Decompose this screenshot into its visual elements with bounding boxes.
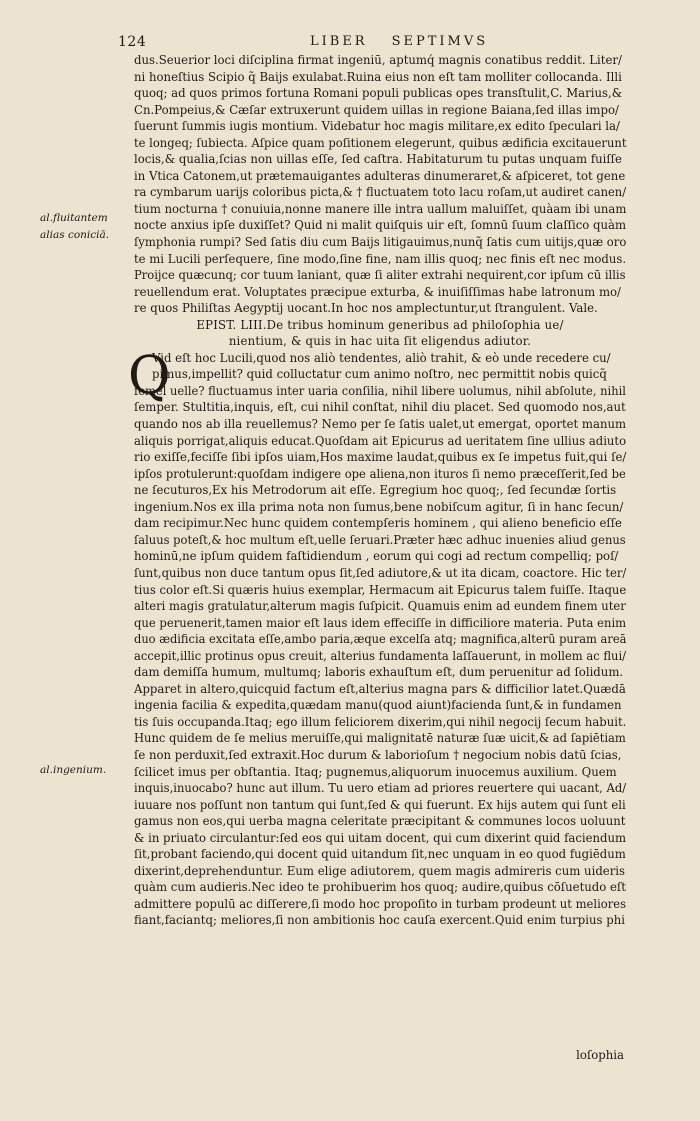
catchword: loſophia bbox=[576, 1048, 624, 1062]
text-line: duo ædificia excitata eſſe,ambo paria,æque excelſa atq; magnifica,alterū puram areā bbox=[134, 632, 627, 647]
text-line: dus.Seuerior loci diſciplina firmat ingeniū, aptumq́ magnis conatibus reddit. Liter/ bbox=[134, 53, 622, 67]
text-line: ſit,probant faciendo,qui docent quid uitandum ſit,nec unquam in eo quod fugiēdum bbox=[134, 847, 626, 862]
text-line: & in priuato circulantur:ſed eos qui uitam docent, qui cum dixerint quid faciendum bbox=[134, 830, 627, 845]
text-line: locis,& qualia,ſcias non uillas eſſe, ſed caſtra. Habitaturum tu putas unquam fuiſſe bbox=[134, 152, 622, 167]
text-line: pimus,impellit? quid colluctatur cum animo noſtro, nec permittit nobis quicq̃ bbox=[152, 367, 607, 382]
text-line bbox=[134, 946, 626, 963]
text-line: ſaluus poteſt,& hoc multum eſt,uelle ſeruari.Præter hæc adhuc inuenies aliud genus bbox=[134, 532, 626, 547]
text-line bbox=[134, 962, 626, 979]
text-line: te longeq; ſubiecta. Aſpice quam poſitionem elegerunt, quibus ædificia excitauerunt bbox=[134, 135, 627, 150]
text-line: in Vtica Catonem,ut prætemauigantes adulteras dinumeraret,& aſpiceret, tot gene bbox=[134, 168, 626, 183]
text-line: re quos Philiſtas Aegyptij uocant.In hoc nos amplectuntur,ut ſtrangulent. Vale. bbox=[134, 301, 598, 316]
text-line: reuellendum erat. Voluptates præcipue exturba, & inuiſiſſimas habe latronum mo/ bbox=[134, 284, 621, 299]
text-line: gamus non eos,qui uerba magna celeritate præcipitant & communes locos uoluunt bbox=[134, 814, 626, 829]
text-line: ſe non perduxit,ſed extraxit.Hoc durum & laborioſum † negocium nobis datū ſcias, bbox=[134, 747, 622, 762]
text-line: te mi Lucili perſequere, ſine modo,ſine fine, nam illis quoq; nec finis eſt nec modus. bbox=[134, 251, 627, 266]
text-line: Hunc quidem de ſe melius meruiſſe,qui malignitatē naturæ ſuæ uicit,& ad ſapiētiam bbox=[134, 731, 626, 746]
text-line bbox=[134, 929, 626, 946]
text-line: ſcilicet imus per obſtantia. Itaq; pugnemus,aliquorum inuocemus auxilium. Quem bbox=[134, 764, 617, 779]
epistle-heading: EPIST. LIII.De tribus hominum generibus ad philoſophia ue/ bbox=[196, 317, 564, 332]
text-line: tis ſuis occupanda.Itaq; ego illum feliciorem dixerim,qui nihil negocij ſecum habuit. bbox=[134, 714, 627, 729]
text-line: ingenia facilia & expedita,quædam manu(quod aiunt)facienda ſunt,& in fundamen bbox=[134, 698, 622, 713]
text-line: ſemel uelle? fluctuamus inter uaria conſilia, nihil libere uolumus, nihil abſolute, nihil bbox=[134, 383, 626, 398]
running-title-right: SEPTIMVS bbox=[391, 34, 489, 49]
page-number: 124 bbox=[118, 34, 147, 50]
text-line: Cn.Pompeius,& Cæſar extruxerunt quidem uillas in regione Baiana,ſed illas impo/ bbox=[134, 102, 619, 117]
text-line: inquis,inuocabo? hunc aut illum. Tu uero etiam ad priores reuertere qui uacant, Ad/ bbox=[134, 781, 627, 796]
text-line: dixerint,deprehenduntur. Eum elige adiutorem, quem magis admireris cum uideris bbox=[134, 863, 626, 878]
text-line: que peruenerit,tamen maior eſt laus idem effeciſſe in difficiliore materia. Puta enim bbox=[134, 615, 627, 630]
text-line: rio exiſſe,feciſſe ſibi ipſos uiam,Hos maxime laudat,quibus ex ſe impetus fuit,qui ſe/ bbox=[134, 450, 627, 465]
margin-note: al.ingenium. bbox=[40, 764, 107, 776]
drop-cap: Q bbox=[128, 345, 171, 406]
text-line: admittere populū ac diſſerere,ſi modo hoc propoſito in turbam prodeunt ut meliores bbox=[134, 896, 627, 911]
text-line: tium nocturna † conuiuia,nonne manere ille intra uallum maluiſſet, quàam ibi unam bbox=[134, 201, 627, 216]
text-line: alteri magis gratulatur,alterum magis ſuſpicit. Quamuis enim ad eundem finem uter bbox=[134, 599, 626, 614]
text-line: ipſos protulerunt:quoſdam indigere ope aliena,non ituros ſi nemo præceſſerit,ſed be bbox=[134, 466, 626, 481]
text-line: ra cymbarum uarijs coloribus picta,& † fluctuatem toto lacu roſam,ut audiret canen/ bbox=[134, 185, 627, 200]
text-line: ingenium.Nos ex illa prima nota non ſumus,bene nobiſcum agitur, ſi in hanc ſecun/ bbox=[134, 499, 624, 514]
text-line: dam recipimur.Nec hunc quidem contempſeris hominem , qui alieno beneficio eſſe bbox=[134, 516, 622, 531]
text-line: quàm cum audieris.Nec ideo te prohibuerim hos quoq; audire,quibus cōſuetudo eſt bbox=[134, 880, 626, 895]
text-line: fiant,faciantq; meliores,ſi non ambitionis hoc cauſa exercent.Quid enim turpius phi bbox=[134, 913, 625, 928]
text-line: iuuare nos poſſunt non tantum qui ſunt,ſed & qui fuerunt. Ex hijs autem qui ſunt eli bbox=[134, 797, 626, 812]
text-line: dam demiſſa humum, multumq; laboris exhauſtum eſt, dum peruenitur ad ſolidum. bbox=[134, 665, 624, 680]
text-line: ni honeſtius Scipio q̃ Baijs exulabat.Ruina eius non eſt tam molliter collocanda. Illi bbox=[134, 69, 622, 84]
margin-note: al.fluitantem bbox=[40, 212, 108, 224]
text-line-content: Vid eſt hoc Lucili,quod nos aliò tendentes, aliò trahit, & eò unde recedere cu/ bbox=[152, 350, 611, 365]
page-header bbox=[118, 34, 638, 54]
text-line: Proijce quæcunq; cor tuum laniant, quæ ſi aliter extrahi nequirent,cor ipſum cū illis bbox=[134, 268, 626, 283]
margin-note: alias coniciā. bbox=[40, 229, 110, 241]
running-title bbox=[310, 34, 488, 49]
text-body bbox=[128, 52, 627, 979]
epistle-heading: nientium, & quis in hac uita ſit eligendus adiutor. bbox=[228, 334, 532, 349]
text-line: ſunt,quibus non duce tantum opus ſit,ſed adiutore,& ut ita dicam, coactore. Hic ter/ bbox=[134, 565, 627, 580]
text-line: ſuerunt ſummis iugis montium. Videbatur hoc magis militare,ex edito ſpeculari la/ bbox=[134, 119, 620, 134]
text-line: quoq; ad quos primos fortuna Romani populi publicas opes transſtulit,C. Marius,& bbox=[134, 86, 623, 101]
text-line: nocte anxius ipſe duxiſſet? Quid ni malit quiſquis uir eſt, ſomnū ſuum claſſico quàm bbox=[134, 218, 627, 233]
text-line: tius color eſt.Si quæris huius exemplar, Hermacum ait Epicurus talem fuiſſe. Itaque bbox=[134, 582, 627, 597]
text-line: ſemper. Stultitia,inquis, eſt, cui nihil conſtat, nihil diu placet. Sed quomodo nos,aut bbox=[134, 400, 626, 415]
text-line: aliquis porrigat,aliquis educat.Quoſdam ait Epicurus ad ueritatem ſine ullius adiuto bbox=[134, 433, 627, 448]
text-line: ne ſecuturos,Ex his Metrodorum ait eſſe. Egregium hoc quoq;, ſed ſecundæ ſortis bbox=[134, 483, 617, 498]
text-line: accepit,illic protinus opus creuit, alterius fundamenta laſſauerunt, in mollem ac flui/ bbox=[134, 648, 627, 663]
text-line: ſymphonia rumpi? Sed ſatis diu cum Baijs litigauimus,nunq̃ ſatis cum uitijs,quæ oro bbox=[134, 235, 627, 250]
text-line: quando nos ab illa reuellemus? Nemo per ſe ſatis ualet,ut emergat, oportet manum bbox=[134, 417, 627, 432]
text-line: hominū,ne ipſum quidem faſtidiendum , eorum qui cogi ad rectum compelliq; poſ/ bbox=[134, 549, 619, 564]
text-line: Apparet in altero,quicquid factum eſt,alterius magna pars & difficilior latet.Quædā bbox=[134, 681, 626, 696]
running-title-left: LIBER bbox=[310, 34, 368, 49]
